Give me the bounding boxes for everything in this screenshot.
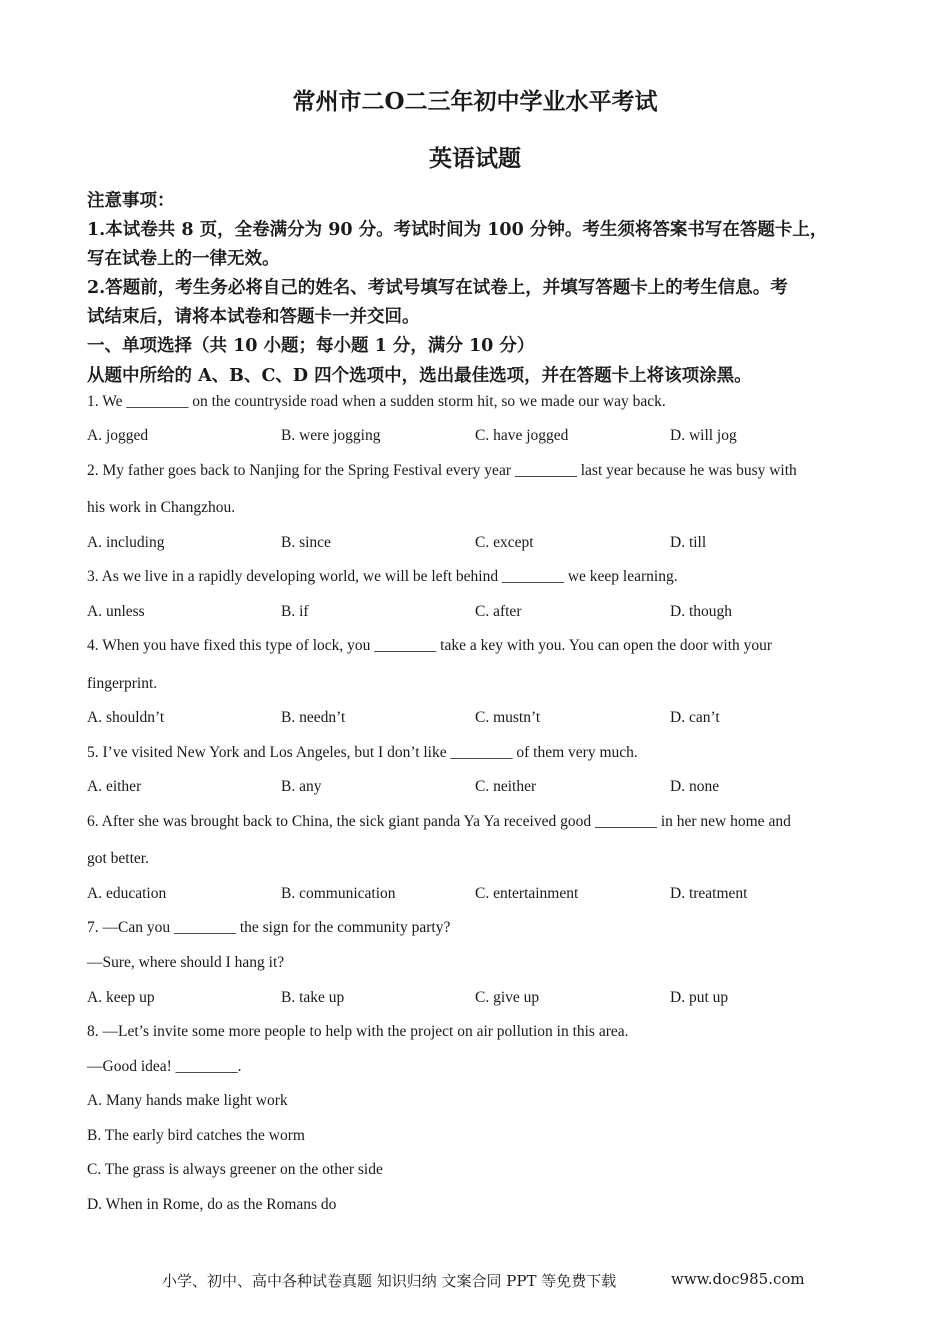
option-c: C. after xyxy=(475,603,522,620)
question-stem: 1. We ________ on the countryside road when a sudden storm hit, so we made our way back. xyxy=(87,393,666,410)
notice-line: 写在试卷上的一律无效。 xyxy=(87,249,280,269)
option-b: B. since xyxy=(281,534,331,551)
option-b: B. The early bird catches the worm xyxy=(87,1127,305,1144)
option-a: A. either xyxy=(87,778,142,795)
option-b: B. needn’t xyxy=(281,709,346,726)
option-d: D. none xyxy=(670,778,720,795)
option-a: A. jogged xyxy=(87,427,149,444)
option-a: A. unless xyxy=(87,603,145,620)
question-stem: 3. As we live in a rapidly developing world, we will be left behind ________ we keep learning. xyxy=(87,568,678,585)
option-d: D. will jog xyxy=(670,427,737,444)
option-a: A. keep up xyxy=(87,989,155,1006)
option-c: C. mustn’t xyxy=(475,709,541,726)
option-a: A. education xyxy=(87,885,167,902)
option-a: A. Many hands make light work xyxy=(87,1092,288,1109)
option-c: C. neither xyxy=(475,778,537,795)
option-a: A. including xyxy=(87,534,165,551)
option-b: B. were jogging xyxy=(281,427,381,444)
option-c: C. except xyxy=(475,534,534,551)
option-d: D. though xyxy=(670,603,732,620)
option-c: C. The grass is always greener on the other side xyxy=(87,1161,383,1178)
option-d: D. can’t xyxy=(670,709,720,726)
question-stem-cont: his work in Changzhou. xyxy=(87,499,236,516)
exam-title: 常州市二O二三年初中学业水平考试 xyxy=(292,88,658,115)
option-c: C. give up xyxy=(475,989,540,1006)
section-instruction: 从题中所给的 A、B、C、D 四个选项中，选出最佳选项，并在答题卡上将该项涂黑。 xyxy=(87,366,752,386)
option-d: D. till xyxy=(670,534,707,551)
question-stem: 6. After she was brought back to China, the sick giant panda Ya Ya received good ________ in her new home and xyxy=(87,813,791,830)
option-c: C. have jogged xyxy=(475,427,569,444)
footer-link[interactable]: www.doc985.com xyxy=(671,1270,805,1288)
option-d: D. put up xyxy=(670,989,729,1006)
notice-line: 1.本试卷共 8 页，全卷满分为 90 分。考试时间为 100 分钟。考生须将答案书写在答题卡上， xyxy=(87,220,828,240)
notice-line: 试结束后，请将本试卷和答题卡一并交回。 xyxy=(87,307,420,327)
exam-subtitle: 英语试题 xyxy=(429,145,521,172)
option-b: B. communication xyxy=(281,885,396,902)
option-d: D. When in Rome, do as the Romans do xyxy=(87,1196,337,1213)
question-stem-cont: got better. xyxy=(87,850,149,867)
notice-heading: 注意事项： xyxy=(87,191,175,211)
option-b: B. any xyxy=(281,778,322,795)
option-b: B. if xyxy=(281,603,309,620)
question-stem: 8. —Let’s invite some more people to help with the project on air pollution in this area. xyxy=(87,1023,629,1040)
question-stem: 7. —Can you ________ the sign for the community party? xyxy=(87,919,451,936)
option-d: D. treatment xyxy=(670,885,748,902)
question-stem-cont: fingerprint. xyxy=(87,675,158,692)
question-stem: 2. My father goes back to Nanjing for the Spring Festival every year ________ last year because he was busy with xyxy=(87,462,797,479)
option-a: A. shouldn’t xyxy=(87,709,165,726)
notice-line: 2.答题前，考生务必将自己的姓名、考试号填写在试卷上，并填写答题卡上的考生信息。考 xyxy=(87,278,788,298)
question-stem: 5. I’ve visited New York and Los Angeles, but I don’t like ________ of them very much. xyxy=(87,744,638,761)
question-stem-cont: —Sure, where should I hang it? xyxy=(87,954,285,971)
footer-text: 小学、初中、高中各种试卷真题 知识归纳 文案合同 PPT 等免费下载 xyxy=(162,1272,617,1290)
option-b: B. take up xyxy=(281,989,345,1006)
option-c: C. entertainment xyxy=(475,885,579,902)
question-stem-cont: —Good idea! ________. xyxy=(87,1058,242,1075)
question-stem: 4. When you have fixed this type of lock, you ________ take a key with you. You can open the door with your xyxy=(87,637,773,654)
section-heading: 一、单项选择（共 10 小题；每小题 1 分，满分 10 分） xyxy=(87,336,535,356)
